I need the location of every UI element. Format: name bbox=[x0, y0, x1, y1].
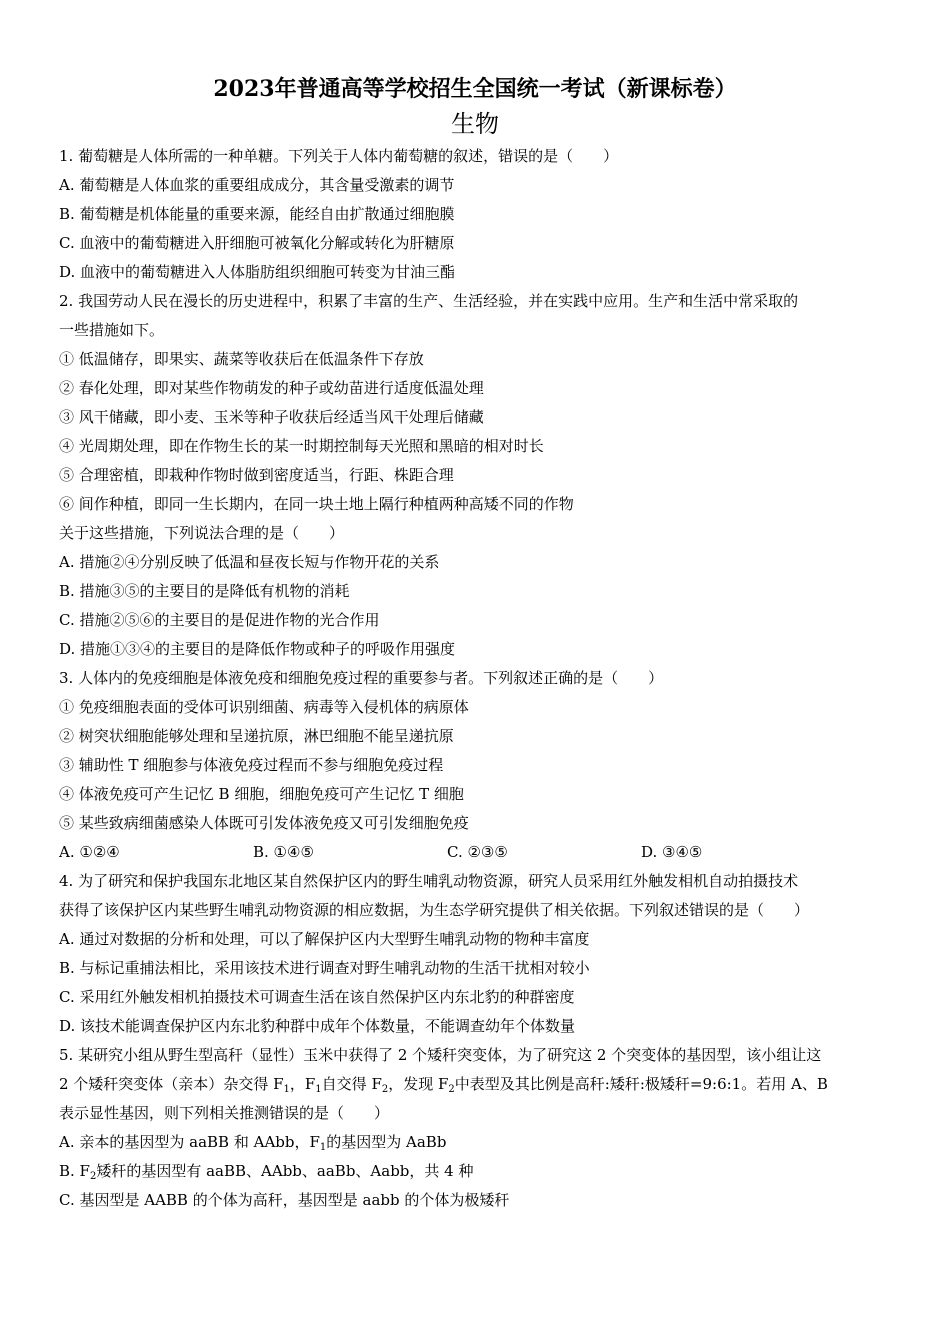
q5-stem-line3: 表示显性基因，则下列相关推测错误的是（ ） bbox=[59, 1104, 390, 1122]
q4-stem-line2: 获得了该保护区内某些野生哺乳动物资源的相应数据，为生态学研究提供了相关依据。下列叙述错误的是（ ） bbox=[59, 901, 810, 919]
q2-question: 关于这些措施，下列说法合理的是（ ） bbox=[59, 524, 345, 542]
q2-item: ③ 风干储藏，即小麦、玉米等种子收获后经适当风干处理后储藏 bbox=[59, 408, 484, 426]
q4-option-d: D. 该技术能调查保护区内东北豹种群中成年个体数量，不能调查幼年个体数量 bbox=[59, 1017, 576, 1035]
subscript: 1 bbox=[319, 1142, 327, 1153]
q3-option-a: A. ①②④ bbox=[59, 843, 120, 861]
q4-option-c: C. 采用红外触发相机拍摄技术可调查生活在该自然保护区内东北豹的种群密度 bbox=[59, 988, 575, 1006]
q5-stem-line2 bbox=[59, 1070, 895, 1099]
q3-option-d: D. ③④⑤ bbox=[641, 843, 703, 861]
subscript: 2 bbox=[381, 1084, 389, 1095]
q1-option-a: A. 葡萄糖是人体血浆的重要组成成分，其含量受激素的调节 bbox=[59, 176, 455, 194]
subscript: 1 bbox=[283, 1084, 290, 1095]
exam-title: 2023年普通高等学校招生全国统一考试（新课标卷） bbox=[213, 76, 737, 102]
q3-item: ④ 体液免疫可产生记忆 B 细胞，细胞免疫可产生记忆 T 细胞 bbox=[59, 785, 464, 803]
subscript: 2 bbox=[448, 1084, 455, 1095]
subscript: 2 bbox=[89, 1171, 97, 1182]
q3-options bbox=[59, 838, 895, 867]
q2-option-d: D. 措施①③④的主要目的是降低作物或种子的呼吸作用强度 bbox=[59, 640, 456, 658]
q5-text: ，发现 F bbox=[388, 1075, 449, 1093]
q4-option-a: A. 通过对数据的分析和处理，可以了解保护区内大型野生哺乳动物的物种丰富度 bbox=[59, 930, 590, 948]
q3-option-c: C. ②③⑤ bbox=[447, 843, 508, 861]
q1-stem: 1. 葡萄糖是人体所需的一种单糖。下列关于人体内葡萄糖的叙述，错误的是（ ） bbox=[59, 147, 619, 165]
q3-item: ① 免疫细胞表面的受体可识别细菌、病毒等入侵机体的病原体 bbox=[59, 698, 469, 716]
q5-option-a bbox=[59, 1128, 895, 1157]
q2-option-b: B. 措施③⑤的主要目的是降低有机物的消耗 bbox=[59, 582, 350, 600]
q5-text: 中表型及其比例是高秆:矮秆:极矮秆=9:6:1。若用 A、B bbox=[454, 1075, 828, 1093]
q2-item: ④ 光周期处理，即在作物生长的某一时期控制每天光照和黑暗的相对时长 bbox=[59, 437, 544, 455]
q3-item: ③ 辅助性 T 细胞参与体液免疫过程而不参与细胞免疫过程 bbox=[59, 756, 444, 774]
q1-option-c: C. 血液中的葡萄糖进入肝细胞可被氧化分解或转化为肝糖原 bbox=[59, 234, 455, 252]
q5-stem-line1: 5. 某研究小组从野生型高秆（显性）玉米中获得了 2 个矮秆突变体，为了研究这 2 个突变体的基因型，该小组让这 bbox=[59, 1046, 822, 1064]
question-list bbox=[59, 142, 895, 1215]
q3-item: ⑤ 某些致病细菌感染人体既可引发体液免疫又可引发细胞免疫 bbox=[59, 814, 469, 832]
q4-stem-line1: 4. 为了研究和保护我国东北地区某自然保护区内的野生哺乳动物资源，研究人员采用红外触发相机自动拍摄技术 bbox=[59, 872, 799, 890]
q5-option-b-text: 矮秆的基因型有 aaBB、AAbb、aaBb、Aabb，共 4 种 bbox=[96, 1162, 474, 1180]
q3-item: ② 树突状细胞能够处理和呈递抗原，淋巴细胞不能呈递抗原 bbox=[59, 727, 454, 745]
q1-option-d: D. 血液中的葡萄糖进入人体脂肪组织细胞可转变为甘油三酯 bbox=[59, 263, 456, 281]
q5-option-c: C. 基因型是 AABB 的个体为高秆，基因型是 aabb 的个体为极矮秆 bbox=[59, 1191, 510, 1209]
q5-option-a-text: A. 亲本的基因型为 aaBB 和 AAbb，F bbox=[59, 1133, 320, 1151]
exam-subject: 生物 bbox=[451, 110, 499, 138]
q3-stem: 3. 人体内的免疫细胞是体液免疫和细胞免疫过程的重要参与者。下列叙述正确的是（ ） bbox=[59, 669, 664, 687]
q5-text: ，F bbox=[289, 1075, 316, 1093]
q5-text: 自交得 F bbox=[321, 1075, 382, 1093]
q2-item: ① 低温储存，即果实、蔬菜等收获后在低温条件下存放 bbox=[59, 350, 424, 368]
q2-stem-line2: 一些措施如下。 bbox=[59, 321, 165, 339]
q2-option-c: C. 措施②⑤⑥的主要目的是促进作物的光合作用 bbox=[59, 611, 380, 629]
q3-option-b: B. ①④⑤ bbox=[253, 843, 314, 861]
q2-item: ⑤ 合理密植，即栽种作物时做到密度适当，行距、株距合理 bbox=[59, 466, 454, 484]
q5-option-a-text: 的基因型为 AaBb bbox=[326, 1133, 447, 1151]
q2-stem-line1: 2. 我国劳动人民在漫长的历史进程中，积累了丰富的生产、生活经验，并在实践中应用。生产和生活中常采取的 bbox=[59, 292, 799, 310]
subscript: 1 bbox=[315, 1084, 322, 1095]
q5-text: 2 个矮秆突变体（亲本）杂交得 F bbox=[59, 1075, 284, 1093]
q2-item: ⑥ 间作种植，即同一生长期内，在同一块土地上隔行种植两种高矮不同的作物 bbox=[59, 495, 574, 513]
q1-option-b: B. 葡萄糖是机体能量的重要来源，能经自由扩散通过细胞膜 bbox=[59, 205, 455, 223]
q5-option-b-text: B. F bbox=[59, 1162, 90, 1180]
q2-item: ② 春化处理，即对某些作物萌发的种子或幼苗进行适度低温处理 bbox=[59, 379, 484, 397]
q4-option-b: B. 与标记重捕法相比，采用该技术进行调查对野生哺乳动物的生活干扰相对较小 bbox=[59, 959, 590, 977]
q2-option-a: A. 措施②④分别反映了低温和昼夜长短与作物开花的关系 bbox=[59, 553, 440, 571]
q5-option-b bbox=[59, 1157, 895, 1186]
